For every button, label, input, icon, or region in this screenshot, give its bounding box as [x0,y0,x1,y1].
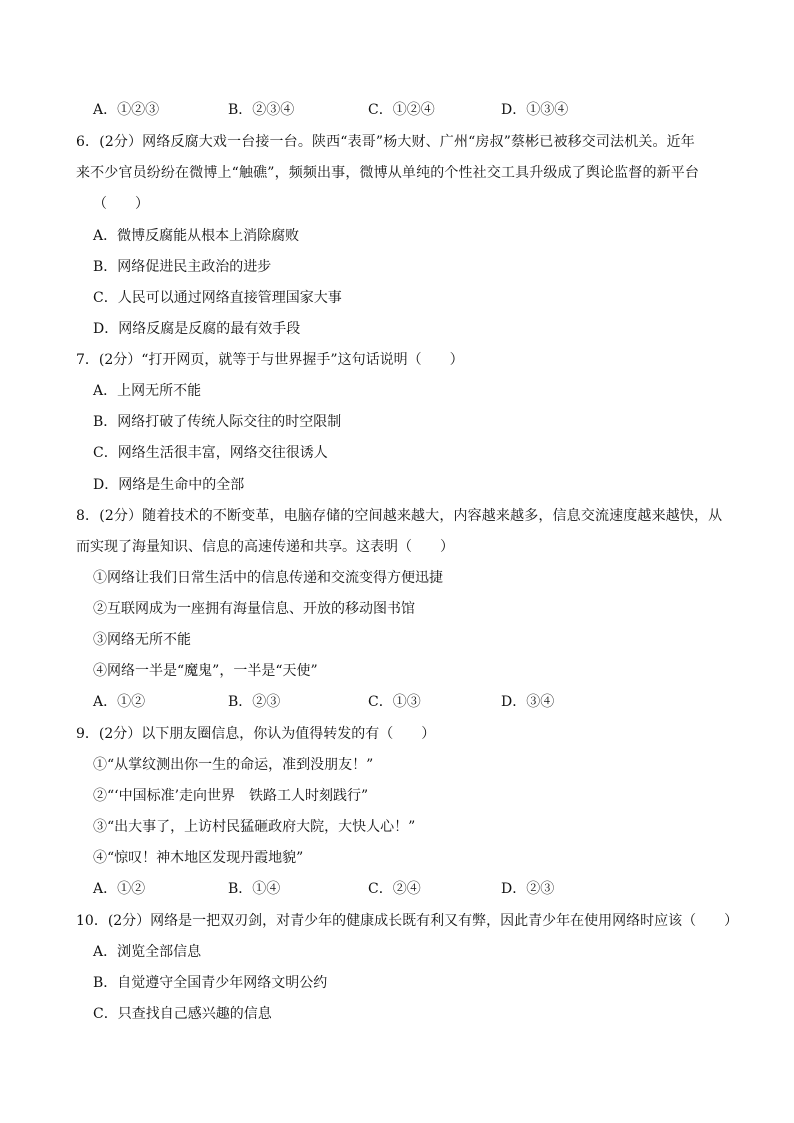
q6-stem-line-3: （ ） [93,196,149,212]
q9-choice-b[interactable]: B．①④ [228,881,281,897]
q9-statement-4: ④“惊叹！神木地区发现丹霞地貌” [93,850,304,866]
q5-choices [93,100,653,120]
q6-stem-line-1: 6．(2分）网络反腐大戏一台接一台。陕西“表哥”杨大财、广州“房叔”蔡彬已被移交司法机关。近年 [76,134,695,150]
q5-choice-b[interactable]: B．②③④ [228,102,295,118]
q9-choices [93,879,653,899]
q10-stem: 10．(2分）网络是一把双刃剑，对青少年的健康成长既有利又有弊，因此青少年在使用网络时应该（ ） [76,913,739,929]
q5-choice-d[interactable]: D．①③④ [501,102,569,118]
q7-option-c[interactable]: C．网络生活很丰富，网络交往很诱人 [93,445,328,461]
q6-option-b[interactable]: B．网络促进民主政治的进步 [93,259,272,275]
q9-choice-a[interactable]: A．①② [93,881,146,897]
q9-stem: 9．(2分）以下朋友圈信息，你认为值得转发的有（ ） [76,726,436,742]
q8-statement-2: ②互联网成为一座拥有海量信息、开放的移动图书馆 [93,601,415,617]
q8-choice-d[interactable]: D．③④ [501,694,555,710]
q9-statement-1: ①“从掌纹测出你一生的命运，准到没朋友！” [93,757,374,773]
q8-stem-line-2: 而实现了海量知识、信息的高速传递和共享。这表明（ ） [76,539,454,555]
q7-option-b[interactable]: B．网络打破了传统人际交往的时空限制 [93,414,342,430]
q9-statement-3: ③“出大事了，上访村民猛砸政府大院，大快人心！” [93,819,416,835]
q6-option-c[interactable]: C．人民可以通过网络直接管理国家大事 [93,290,342,306]
q10-option-c[interactable]: C．只查找自己感兴趣的信息 [93,1006,272,1022]
q9-statement-2: ②“‘中国标准’走向世界 铁路工人时刻践行” [93,788,369,804]
q7-option-d[interactable]: D．网络是生命中的全部 [93,477,245,493]
q6-option-d[interactable]: D．网络反腐是反腐的最有效手段 [93,321,301,337]
q5-choice-c[interactable]: C．①②④ [368,102,435,118]
q7-option-a[interactable]: A．上网无所不能 [93,383,202,399]
q10-option-a[interactable]: A．浏览全部信息 [93,944,202,960]
q8-statement-4: ④网络一半是“魔鬼”，一半是“天使” [93,663,318,679]
q6-option-a[interactable]: A．微博反腐能从根本上消除腐败 [93,228,300,244]
q8-choice-c[interactable]: C．①③ [368,694,421,710]
q9-choice-c[interactable]: C．②④ [368,881,421,897]
q8-choice-b[interactable]: B．②③ [228,694,281,710]
q8-choice-a[interactable]: A．①② [93,694,146,710]
q5-choice-a[interactable]: A．①②③ [93,102,160,118]
q8-stem-line-1: 8．(2分）随着技术的不断变革，电脑存储的空间越来越大，内容越来越多，信息交流速度越来越快，从 [76,508,723,524]
q9-choice-d[interactable]: D．②③ [501,881,555,897]
q8-choices [93,692,653,712]
q6-stem-line-2: 来不少官员纷纷在微博上“触礁”，频频出事，微博从单纯的个性社交工具升级成了舆论监督的新平台 [76,165,700,181]
q8-statement-1: ①网络让我们日常生活中的信息传递和交流变得方便迅捷 [93,570,443,586]
q10-option-b[interactable]: B．自觉遵守全国青少年网络文明公约 [93,975,328,991]
q8-statement-3: ③网络无所不能 [93,632,191,648]
q7-stem: 7．(2分）“打开网页，就等于与世界握手”这句话说明（ ） [76,352,464,368]
